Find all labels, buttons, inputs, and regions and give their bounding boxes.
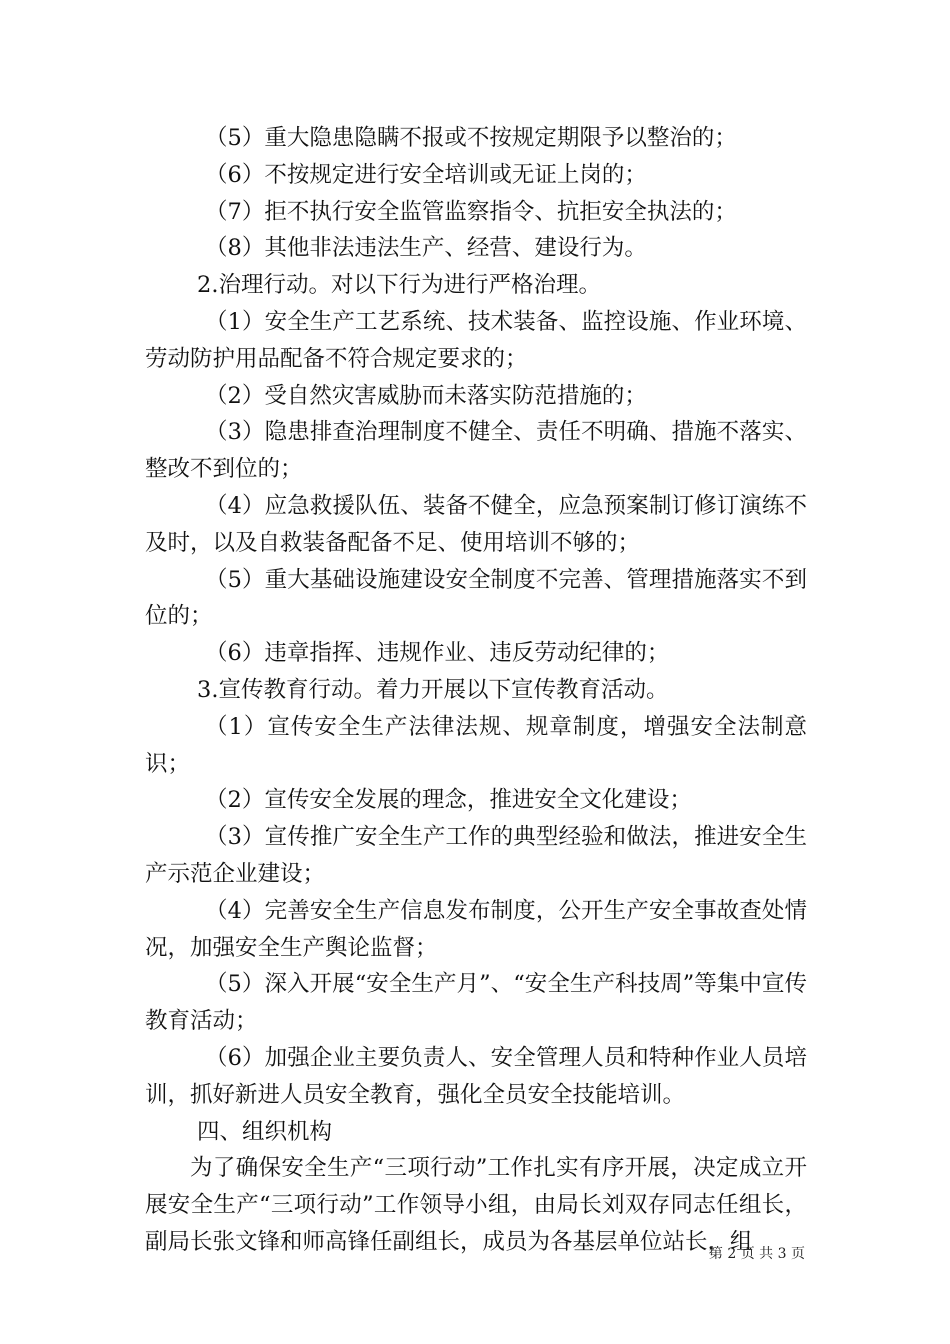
list-item: （1）安全生产工艺系统、技术装备、监控设施、作业环境、劳动防护用品配备不符合规定要求的； — [145, 308, 807, 372]
list-item: （4）应急救援队伍、装备不健全，应急预案制订修订演练不及时，以及自救装备配备不足、使用培训不够的； — [145, 492, 807, 556]
list-item: （1）宣传安全生产法律法规、规章制度，增强安全法制意识； — [145, 713, 807, 777]
list-item: （4）完善安全生产信息发布制度，公开生产安全事故查处情况，加强安全生产舆论监督； — [145, 897, 807, 961]
list-item: （6）加强企业主要负责人、安全管理人员和特种作业人员培训，抓好新进人员安全教育，强化全员安全技能培训。 — [145, 1044, 807, 1108]
section-heading: 四、组织机构 — [197, 1118, 333, 1145]
list-item: （5）重大基础设施建设安全制度不完善、管理措施落实不到位的； — [145, 566, 807, 630]
list-item: （6）违章指挥、违规作业、违反劳动纪律的； — [205, 640, 670, 667]
document-body — [145, 120, 807, 1261]
list-item: （5）重大隐患隐瞒不报或不按规定期限予以整治的； — [205, 125, 737, 151]
list-item: （2）宣传安全发展的理念，推进安全文化建设； — [205, 787, 692, 814]
list-item: （2）受自然灾害威胁而未落实防范措施的； — [205, 382, 647, 409]
list-item: （5）深入开展“安全生产月”、“安全生产科技周”等集中宣传教育活动； — [145, 971, 807, 1035]
list-item: （3）隐患排查治理制度不健全、责任不明确、措施不落实、整改不到位的； — [145, 419, 807, 483]
list-item: （6）不按规定进行安全培训或无证上岗的； — [205, 161, 647, 188]
section-heading: 2.治理行动。对以下行为进行严格治理。 — [197, 272, 601, 299]
page-number: 第 2 页 共 3 页 — [708, 1246, 805, 1262]
section-heading: 3.宣传教育行动。着力开展以下宣传教育活动。 — [197, 676, 669, 703]
list-item: （8）其他非法违法生产、经营、建设行为。 — [205, 235, 647, 262]
body-paragraph: 为了确保安全生产“三项行动”工作扎实有序开展，决定成立开展安全生产“三项行动”工作领导小组，由局长刘双存同志任组长，副局长张文锋和师高锋任副组长，成员为各基层单位站长，组 — [145, 1155, 807, 1255]
list-item: （3）宣传推广安全生产工作的典型经验和做法，推进安全生产示范企业建设； — [145, 824, 807, 887]
list-item: （7）拒不执行安全监管监察指令、抗拒安全执法的； — [205, 198, 737, 225]
